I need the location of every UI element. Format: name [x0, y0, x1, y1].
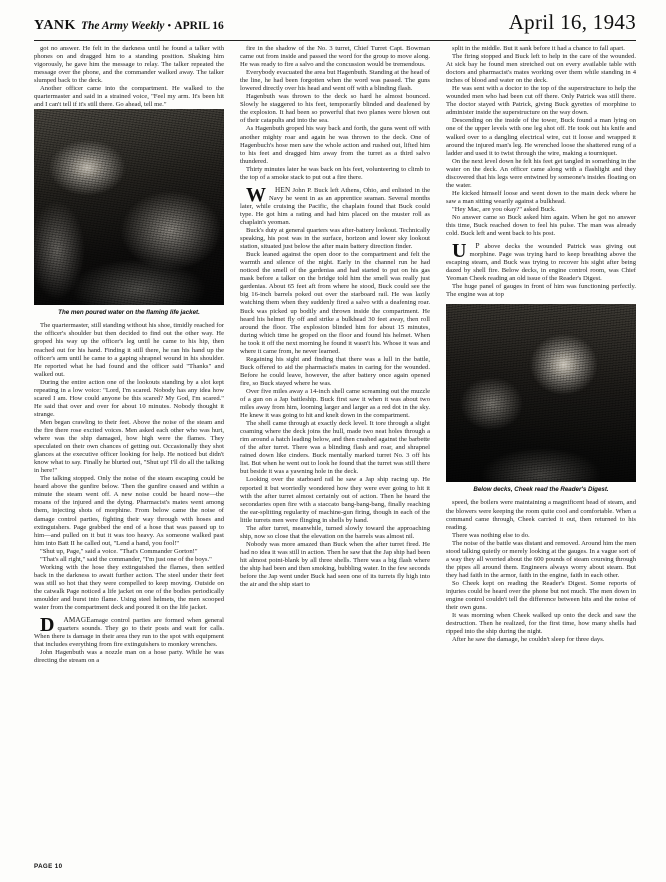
paragraph: John Hagenbuth was a nozzle man on a hose party. While he was directing the stream on a [34, 649, 224, 665]
dropcap-smallcaps: P [475, 242, 480, 251]
paragraph: Everybody evacuated the area but Hagenbuth. Standing at the head of the line, he had been forgotten when the word was passed. The guns lowered directly over his head and went off with a blinding flash. [240, 69, 431, 93]
column-3 [446, 45, 636, 855]
paragraph-text: amage control parties are formed when general quarters sounds. They go to their posts and wait for calls. When there is damage in their area they run to the spot with equipment that includes everything from fire extinguishers to monkey wrenches. [34, 617, 224, 649]
paragraph: The after turret, meanwhile, turned slowly toward the approaching ship, now so close that the elevation on the barrels was almost nil. [240, 524, 430, 540]
paragraph: Men began crawling to their feet. Above the noise of the steam and the fire there rose excited voices. Men asked each other who was hurt, where was the ship damaged, how high were the flames. They speculated on their own chances of getting out. Occasionally they shot glances at the executive officer looking for help. He noticed but didn't know what to say. Finally he blurted out, "Shut up! I'll do all the talking in here!" [34, 418, 224, 475]
paragraph: He kicked himself loose and went down to the main deck where he saw a man sitting wearily against a bulkhead. [446, 189, 636, 205]
article-columns [34, 45, 636, 855]
paragraph: No answer came so Buck asked him again. When he got no answer this time, Buck reached down to feel his pulse. The man was already cold. Buck left and went back to his post. [446, 213, 636, 238]
dropcap-smallcaps: AMAGE [63, 616, 91, 625]
paragraph-with-dropcap [34, 616, 224, 649]
paragraph: The noise of the battle was distant and removed. Around him the men stood talking quietly or merely looking at the gauges. In a vague sort of a way they all worried about the 600 pounds of steam coursing through the pipes all around them. Engineers always worry about steam. But they had faith in the armor, faith in the engine, faith in each other. [446, 539, 636, 579]
masthead [34, 10, 636, 40]
page-number: PAGE 10 [34, 863, 63, 870]
illustration-men-pouring-water [34, 109, 224, 305]
paragraph: split in the middle. But it sank before it had a chance to fall apart. [452, 45, 625, 52]
paragraph: Buck leaned against the open door to the compartment and felt the warmth and silence of the night. Early in the channel run he had noticed the smell of the gardenias and had started to put on his gas mask before a talker on the bridge told him the smell was really just gardenias. About 65 feet aft from where he stood, Buck could see the big 16-inch barrels poked out over the starboard rail. He was lazily watching them when they suddenly fired a salvo with a deafening roar. Buck was picked up bodily and thrown inside the compartment. He heard his helmet fly off and strike a bulkhead 30 feet away, then roll around the floor. The explosion blinded him for about 15 minutes, during which time he groped on the floor and found his helmet. When he took it off the next morning he found it wasn't his. Whose it was and where it came from, he never learned. [240, 251, 430, 355]
paragraph: Nobody was more amazed than Buck when the after turret fired. He had no idea it was still in action. Then he saw that the Jap ship had been hit almost point-blank by all three shells. There was a big flash where the ship had been and then smoking, bubbling water. In the few seconds before the Jap went under Buck had seen one of its turrets fly high into the air and the ship start to [240, 540, 430, 589]
paragraph: The talking stopped. Only the noise of the steam escaping could be heard above the gunfire below. Then the gunfire ceased and within a minute the steam went off. A new noise could be heard now—the moans of the injured and the dying. Pharmacist's mates went among them, injecting shots of morphine. From below came the noise of damage control parties, fighting their way through with hoses and extinguishers. Page grabbed the end of a hose that was passed up to him—and pulled on it but it was too heavy. As someone walked past him into Batt II he called out, "Lend a hand, you fool!" [34, 475, 224, 547]
paragraph: The shell came through at exactly deck level. It tore through a slight coaming where the deck joins the hull, made two neat holes through a rim around a hatch leading below, and then crashed against the barbette of the after turret. There was a blinding flash and roar, and shrapnel rained down like cinders. Buck mentally marked turret No. 3 off his list. But when he went out to look he found that the turret was still there but beside it was a yawning hole in the deck. [240, 420, 430, 476]
paragraph: got no answer. He felt in the darkness until he found a talker with phones on and dragged him to a standing position. Shaking him vigorously, he gave him the message to relay. The talker repeated the message over the phone, and the commander walked away. The talker slumped back to the deck. [34, 45, 224, 85]
publication-tagline: The Army Weekly [80, 20, 165, 32]
paragraph: Working with the hose they extinguished the flames, then settled back in the darkness to await further action. The steel under their feet was still so hot that they were compelled to keep moving. Outside on the catwalk Page noticed a life jacket on one of the bodies periodically smoulder and burst into flame. Using steel helmets, the men scooped water from the compartment deck and poured it on the life jacket. [34, 563, 224, 612]
paragraph: On the next level down he felt his feet get tangled in something in the water on the deck. An officer came along with a flashlight and they discovered that his legs were entwined by someone's insides floating on the water. [446, 157, 636, 189]
publication-title: YANK [34, 18, 76, 33]
paragraph: He was sent with a doctor to the top of the superstructure to help the wounded men who had been cut off there. Only Patrick was still there. The doctor stayed with Patrick, giving Buck gyrettes of morphine to administer inside the superstructure on the way down. [446, 85, 636, 117]
paragraph: Buck's duty at general quarters was after-battery lookout. Technically speaking, his post was in the surface, horizon and lower sky lookout station, situated just below the after main battery direction finder. [240, 227, 430, 251]
paragraph: Descending on the inside of the tower, Buck found a man lying on one of the upper levels with one leg shot off. He took out his knife and walked over to a dangling electrical wire, cut it loose and wrapped it around the injured man's leg. He wrenched loose the shattered rung of a ladder and used it to twist through the wire, making a tourniquet. [446, 117, 636, 157]
paragraph: After he saw the damage, he couldn't sleep for three days. [452, 636, 605, 644]
dropcap-letter: D [40, 614, 55, 637]
masthead-separator: • [167, 20, 172, 32]
paragraph: So Cheek kept on reading the Reader's Digest. Some reports of injuries could be heard over the phone but not much. The men down in engine control couldn't tell the difference between hits and the noise of their own guns. [446, 579, 636, 612]
paragraph: Regaining his sight and finding that there was a lull in the battle, Buck offered to aid the pharmacist's mates in caring for the wounded. Before he could leave, however, the after battery once again opened fire, so Buck stayed where he was. [240, 355, 430, 387]
paragraph: "Hey Mac, are you okay?" asked Buck. [452, 205, 556, 213]
paragraph: As Hagenbuth groped his way back and forth, the guns went off with another mighty roar and again he was thrown to the deck. One of Hagenbuch's hose men saw the whole action and rushed out, lifted him to his feet and dragged him away from the turret as a third salvo thundered. [240, 125, 430, 165]
dropcap-smallcaps: HEN [275, 185, 291, 194]
paragraph: Another officer came into the compartment. He walked to the quartermaster and said in a strained voice, "Feel my arm. It's been hit and I can't tell if it's still there. Go ahead, tell me." [34, 85, 224, 109]
paragraph: fire in the shadow of the No. 3 turret, Chief Turret Capt. Bowman came out from inside and passed the word for the group to move along. He was ready to fire a salvo and the concussion would be tremendous. [240, 45, 430, 69]
issue-date-short: APRIL 16 [174, 20, 224, 32]
paragraph: It was morning when Cheek walked up onto the deck and saw the destruction. Then he realized, for the first time, how many shells had ripped into the ship during the night. [446, 612, 636, 636]
masthead-rule [34, 40, 636, 41]
column-2 [240, 45, 430, 855]
dropcap-letter: U [452, 240, 467, 263]
paragraph-with-dropcap [240, 183, 430, 227]
paragraph: There was nothing else to do. [452, 531, 530, 539]
illustration-cheek-reading [446, 304, 636, 482]
paragraph-text: above decks the wounded Patrick was giving out morphine. Page was trying hard to keep breathing above the escaping steam, and Buck was trying to recover his sight after being dazed by shell fire. Below decks, in engine control room, was Chief Yeoman Cheek reading an old issue of the Reader's Digest. [446, 243, 636, 283]
illustration-caption-top-left: The men poured water on the flaming life jacket. [58, 309, 200, 317]
paragraph: During the entire action one of the lookouts standing by a slot kept repeating in a low voice: "Lord, I'm scared. Nobody has any idea how scared I am. How could anyone be this scared? My God, I'm scared." He said that over and over for about 10 minutes. Nobody thought it strange. [34, 378, 224, 418]
paragraph: The huge panel of gauges in front of him was functioning perfectly. The engine was at top [446, 283, 636, 299]
dropcap-letter: W [246, 183, 266, 206]
paragraph-with-dropcap [446, 242, 636, 283]
issue-date-full: April 16, 1943 [508, 10, 636, 34]
paragraph: Hagenbuth was thrown to the deck so hard he almost bounced. Slowly he staggered to his feet, temporarily blinded and deafened by the explosion. It had been so powerful that two planes were blown out of their catapults and into the sea. [240, 93, 430, 125]
paragraph: Thirty minutes later he was back on his feet, volunteering to climb to the top of a smoke stack to put out a fire there. [240, 165, 430, 181]
paragraph: The firing stopped and Buck left to help in the care of the wounded. At sick bay he found men stretched out on every available table with doctors and pharmacist's mates working over them while standing in 4 inches of blood and water on the deck. [446, 53, 636, 85]
column-1 [34, 45, 224, 855]
illustration-caption-right: Below decks, Cheek read the Reader's Digest. [473, 486, 609, 494]
paragraph-text: John P. Buck left Athens, Ohio, and enlisted in the Navy he went in as an apprentice seaman. Several months later, while cruising the Pacific, the chaplain found that Buck could type. He got him a rating and had him placed on the muster roll as chaplain's yeoman. [240, 186, 430, 226]
paragraph: "Shut up, Page," said a voice. "That's Commander Gorton!" [40, 547, 198, 555]
paragraph: "That's all right," said the commander, "I'm just one of the boys." [40, 555, 212, 563]
paragraph: The quartermaster, still standing without his shoe, timidly reached for the officer's shoulder but then decided to find out the other way. He groped his way up the officer's leg until he came to his hip, then reached out for his hand. Finding it still there, he ran his hand up the officer's arm until he came to a gaping shrapnel wound in his shoulder. He reported what he had found and the officer said "Thanks" and walked out. [34, 322, 224, 378]
masthead-left [34, 16, 224, 34]
paragraph: speed, the boilers were maintaining a magnificent head of steam, and the blowers were keeping the room quite cool and comfortable. When a command came through, Cheek carried it out, then returned to his reading. [446, 499, 636, 531]
paragraph: Over five miles away a 14-inch shell came screaming out the muzzle of a gun on a Jap battleship. Buck first saw it when it was about two miles away from him, looming larger and larger as a red dot in the sky. He knew it was going to hit and knelt down in the compartment. [240, 387, 430, 420]
paragraph: Looking over the starboard rail he saw a Jap ship racing up. He reported it but worriedly wondered how they were ever going to hit it with the after turret almost certainly out of action. Then he heard the secondaries open fire with a staccato bang-bang-bang, finally reaching the ear-splitting regularity of machine-gun firing, though in each of the little turrets men were flinging in shells by hand. [240, 476, 430, 524]
